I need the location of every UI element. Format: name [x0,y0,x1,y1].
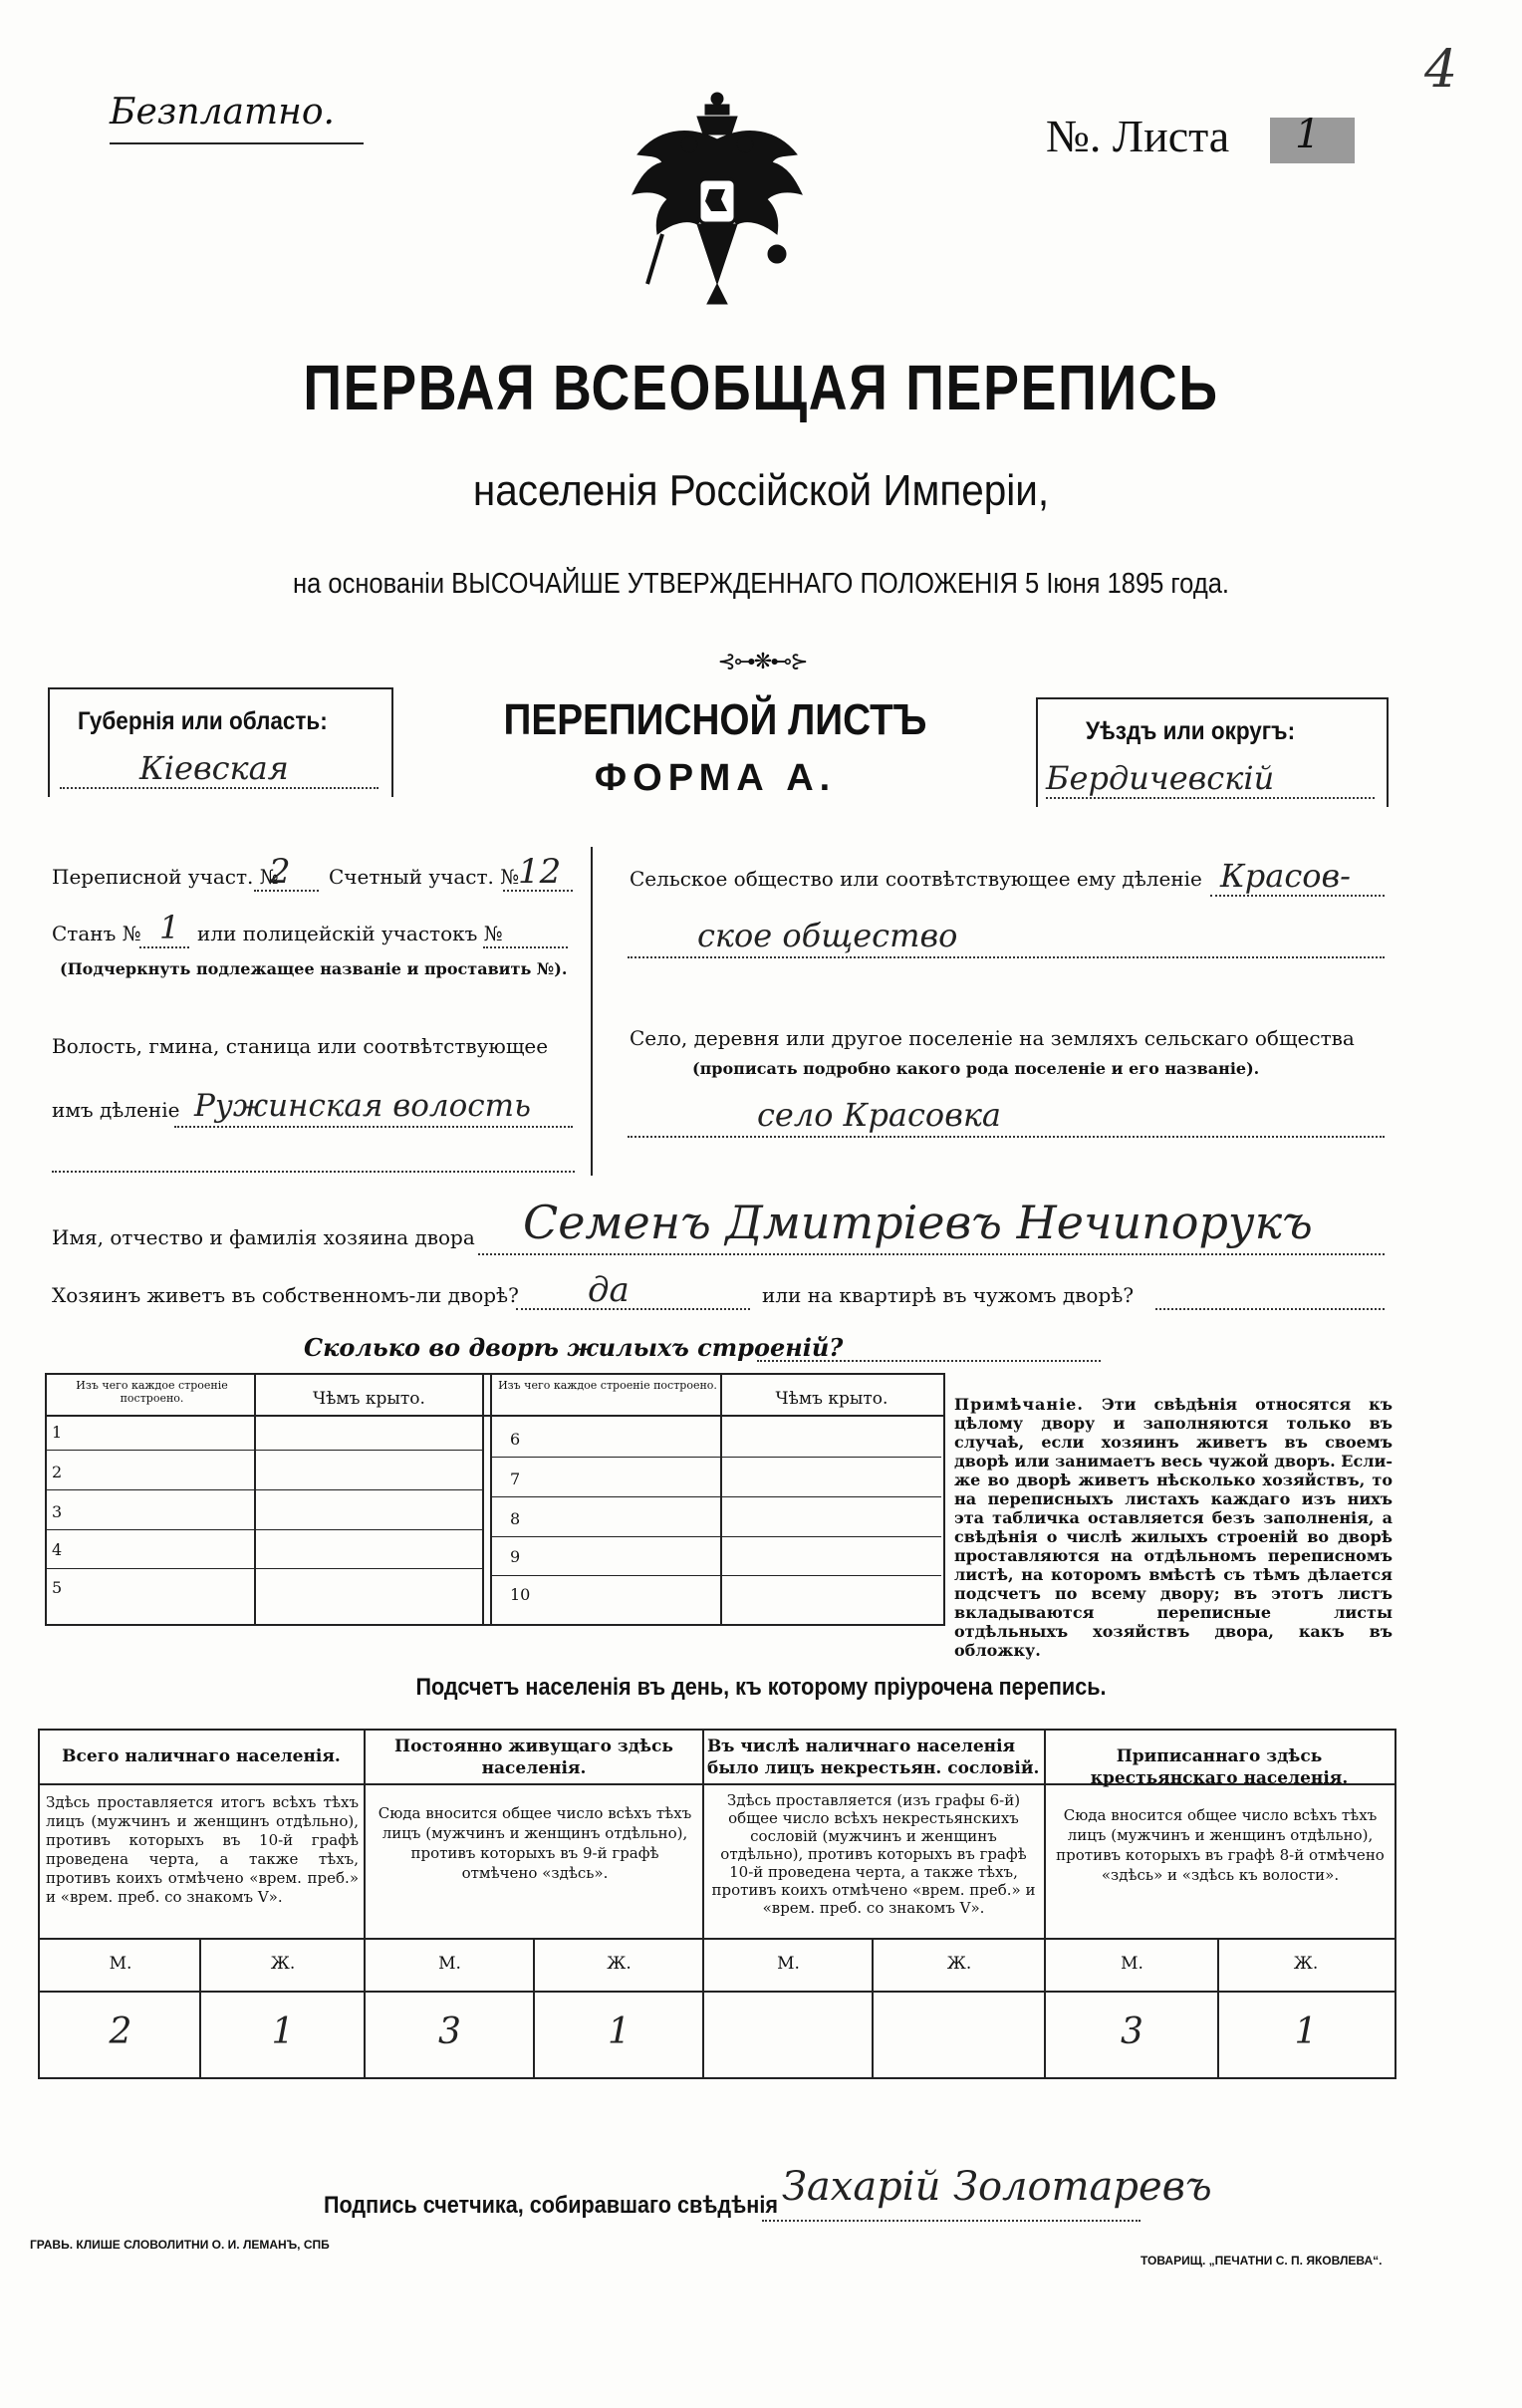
rule [38,1938,1395,1940]
pop-col2-m-label: М. [438,1954,461,1974]
rule [490,1575,941,1576]
pop-col1-head: Всего наличнаго населенія. [62,1746,341,1766]
district-value: 2 [269,852,291,892]
volost-label: Волость, гмина, станица или соотвѣтствующее [52,1034,549,1058]
pop-col3-desc: Здѣсь проставляется (изъ графы 6-й) общее число всѣхъ некрестьянскихъ сословій (мужчинъ и женщинъ отдѣльно), противъ которыхъ въ графѣ 10-й проведена черта, а также тѣхъ, противъ коихъ отмѣчено «врем. преб.» и «врем. преб. со знакомъ V». [711,1791,1036,1917]
counting-value: 12 [518,852,562,892]
uezd-line [1046,797,1375,799]
rule [702,1729,704,2077]
apartment-line [1155,1308,1385,1310]
rule [1387,697,1389,807]
right-row-6: 6 [510,1430,521,1449]
pop-col4-m-value: 3 [1121,2011,1143,2052]
pop-col1-f-label: Ж. [270,1954,296,1974]
volost-label-2: имъ дѣленіе [52,1098,180,1122]
village-label: Село, деревня или другое поселеніе на земляхъ сельскаго общества [630,1026,1355,1050]
form-label: ФОРМА А. [594,757,837,799]
signature-label: Подпись счетчика, собиравшаго свѣдѣнія [324,2192,778,2219]
volost-line [174,1126,573,1128]
rule [48,687,391,689]
district-label: Переписной участ. № [52,865,279,889]
right-row-8: 8 [510,1509,521,1528]
buildings-col-roof-2: Чѣмъ крыто. [775,1389,888,1409]
rule [48,687,50,797]
village-value: село Красовка [757,1096,1001,1134]
rule [45,1568,483,1569]
sheet-number-value: 1 [1295,112,1321,157]
corner-mark: 4 [1424,40,1458,100]
pop-col3-f-label: Ж. [946,1954,972,1974]
note-title: Примѣчаніе. [954,1395,1084,1414]
underline-note: (Подчеркнуть подлежащее названіе и проставить №). [60,959,568,978]
subtitle: населенія Россійской Имперіи, [472,466,1050,515]
pop-col2-head: Постоянно живущаго здѣсь населенія. [394,1737,673,1778]
sheet-title: ПЕРЕПИСНОЙ ЛИСТЪ [503,695,927,744]
footer-right: ТОВАРИЩ. „ПЕЧАТНИ С. П. ЯКОВЛЕВА“. [1141,2254,1383,2268]
rule [45,1450,483,1451]
gubernia-label: Губернія или область: [78,707,328,735]
buildings-line [757,1360,1101,1362]
double-headed-eagle-icon [618,85,817,309]
pop-col1-desc: Здѣсь проставляется итогъ всѣхъ тѣхъ лицъ (мужчинъ и женщинъ отдѣльно), противъ которыхъ въ 10-й графѣ проведена черта, а также тѣхъ, противъ коихъ отмѣчено «врем. преб.» и «врем. преб. со знакомъ V». [46,1793,359,1906]
population-title: Подсчетъ населенія въ день, къ которому пріурочена перепись. [415,1674,1107,1701]
left-row-1: 1 [52,1423,63,1442]
main-title: ПЕРВАЯ ВСЕОБЩАЯ ПЕРЕПИСЬ [303,352,1219,423]
owner-name-label: Имя, отчество и фамилія хозяина двора [52,1225,475,1249]
pop-col4-f-label: Ж. [1293,1954,1319,1974]
owner-lives-label: Хозяинъ живетъ въ собственномъ-ли дворѣ? [52,1283,519,1307]
uezd-value: Бердичевскій [1046,759,1275,797]
society-line [1210,895,1385,897]
village-line [628,1136,1385,1138]
police-label: или полицейскій участокъ № [197,922,503,945]
signature-value: Захарій Золотаревъ [782,2164,1212,2210]
rule [45,1529,483,1530]
pop-col4-desc: Сюда вносится общее число всѣхъ тѣхъ лицъ (мужчинъ и женщинъ отдѣльно), противъ которыхъ въ графѣ 8-й отмѣчено «здѣсь» и «здѣсь къ волости». [1056,1806,1385,1884]
note-block [954,1395,1393,1660]
society-label: Сельское общество или соотвѣтствующее ему дѣленіе [630,867,1202,891]
society-value-2: ское общество [697,917,958,954]
rule [533,1938,535,2077]
footer-left: ГРАВЬ. КЛИШЕ СЛОВОЛИТНИ О. И. ЛЕМАНЪ, СПБ [30,2238,330,2252]
volost-value: Ружинская волость [194,1088,531,1124]
basis-line: на основаніи ВЫСОЧАЙШЕ УТВЕРЖДЕННАГО ПОЛОЖЕНІЯ 5 Іюня 1895 года. [292,568,1229,600]
volost-line-2 [52,1171,575,1173]
gubernia-line [60,787,379,789]
owner-name-value: Семенъ Дмитріевъ Нечипорукъ [523,1196,1313,1249]
rule [1044,1729,1046,2077]
pop-col4-head: Приписаннаго здѣсь крестьянскаго населенія. [1090,1746,1349,1788]
rule [720,1373,722,1624]
society-line-2 [628,956,1385,958]
buildings-col-roof: Чѣмъ крыто. [313,1389,425,1409]
rule [1217,1938,1219,2077]
rule [490,1536,941,1537]
rule [254,1373,256,1624]
buildings-table [45,1373,945,1626]
free-underline [110,142,364,144]
pop-col2-f-value: 1 [608,2011,631,2052]
stan-label: Станъ № [52,922,141,945]
pop-col2-desc: Сюда вносится общее число всѣхъ тѣхъ лицъ (мужчинъ и женщинъ отдѣльно), противъ которыхъ въ 9-й графѣ отмѣчено «здѣсь». [378,1804,692,1882]
rule [482,1373,484,1624]
owner-name-line [478,1253,1385,1255]
society-value-1: Красов- [1220,857,1351,895]
police-line [483,946,568,948]
stan-line [139,946,189,948]
rule [45,1489,483,1490]
gubernia-value: Кіевская [139,749,289,787]
left-row-5: 5 [52,1578,63,1597]
apartment-label: или на квартирѣ въ чужомъ дворѣ? [762,1283,1135,1307]
rule [1036,697,1387,699]
pop-col1-m-label: М. [109,1954,132,1974]
counting-line [503,890,573,892]
signature-line [762,2220,1141,2222]
right-row-10: 10 [510,1585,531,1604]
pop-col3-head: Въ числѣ наличнаго населенія было лицъ некрестьян. сословій. [707,1737,1040,1778]
sheet-number-label: №. Листа [1046,111,1230,161]
buildings-col-material-2: Изъ чего каждое строеніе построено. [498,1379,717,1392]
rule [199,1938,201,2077]
owner-lives-line [516,1308,750,1310]
ornament-divider: ⊰⊶❋⊷⊱ [717,650,807,674]
village-note: (прописать подробно какого рода поселеніе и его названіе). [692,1059,1260,1078]
right-row-7: 7 [510,1470,521,1488]
free-label: Безплатно. [110,92,335,133]
rule [391,687,393,797]
pop-col2-m-value: 3 [438,2011,461,2052]
rule [45,1415,943,1417]
district-line [254,890,319,892]
rule [364,1729,366,2077]
pop-col1-f-value: 1 [271,2011,295,2052]
owner-lives-value: да [588,1270,630,1310]
rule [490,1496,941,1497]
pop-col4-f-value: 1 [1294,2011,1318,2052]
rule [490,1457,941,1458]
rule [38,1991,1395,1993]
buildings-label: Сколько во дворѣ жилыхъ строеній? [304,1333,844,1362]
left-row-4: 4 [52,1540,63,1559]
uezd-label: Уѣздъ или округъ: [1086,717,1296,745]
rule [1036,697,1038,807]
buildings-col-material: Изъ чего каждое строеніе построено. [76,1379,228,1405]
pop-col3-m-label: М. [777,1954,800,1974]
middle-divider [591,847,593,1176]
rule [872,1938,874,2077]
counting-label: Счетный участ. № [329,865,520,889]
stan-value: 1 [159,909,180,946]
pop-col2-f-label: Ж. [607,1954,632,1974]
pop-col1-m-value: 2 [109,2011,132,2052]
note-text: Эти свѣдѣнія относятся къ цѣлому двору и заполняются только въ случаѣ, если хозяинъ живетъ въ своемъ дворѣ или занимаетъ весь чужой дворъ. Если-же во дворѣ живетъ нѣсколько хозяйствъ, то на переписныхъ листахъ каждаго изъ нихъ эта табличка оставляется безъ заполненія, а свѣдѣнія о числѣ жилыхъ строеній во дворѣ проставляются на отдѣльномъ переписномъ листѣ, на которомъ вмѣстѣ съ тѣмъ дѣлается подсчетъ по всему двору; въ этотъ листъ вкладываются переписные листы отдѣльныхъ хозяйствъ двора, какъ въ обложку. [954,1395,1394,1660]
left-row-3: 3 [52,1502,63,1521]
left-row-2: 2 [52,1463,63,1481]
right-row-9: 9 [510,1547,521,1566]
rule [490,1373,492,1624]
pop-col4-m-label: М. [1121,1954,1143,1974]
